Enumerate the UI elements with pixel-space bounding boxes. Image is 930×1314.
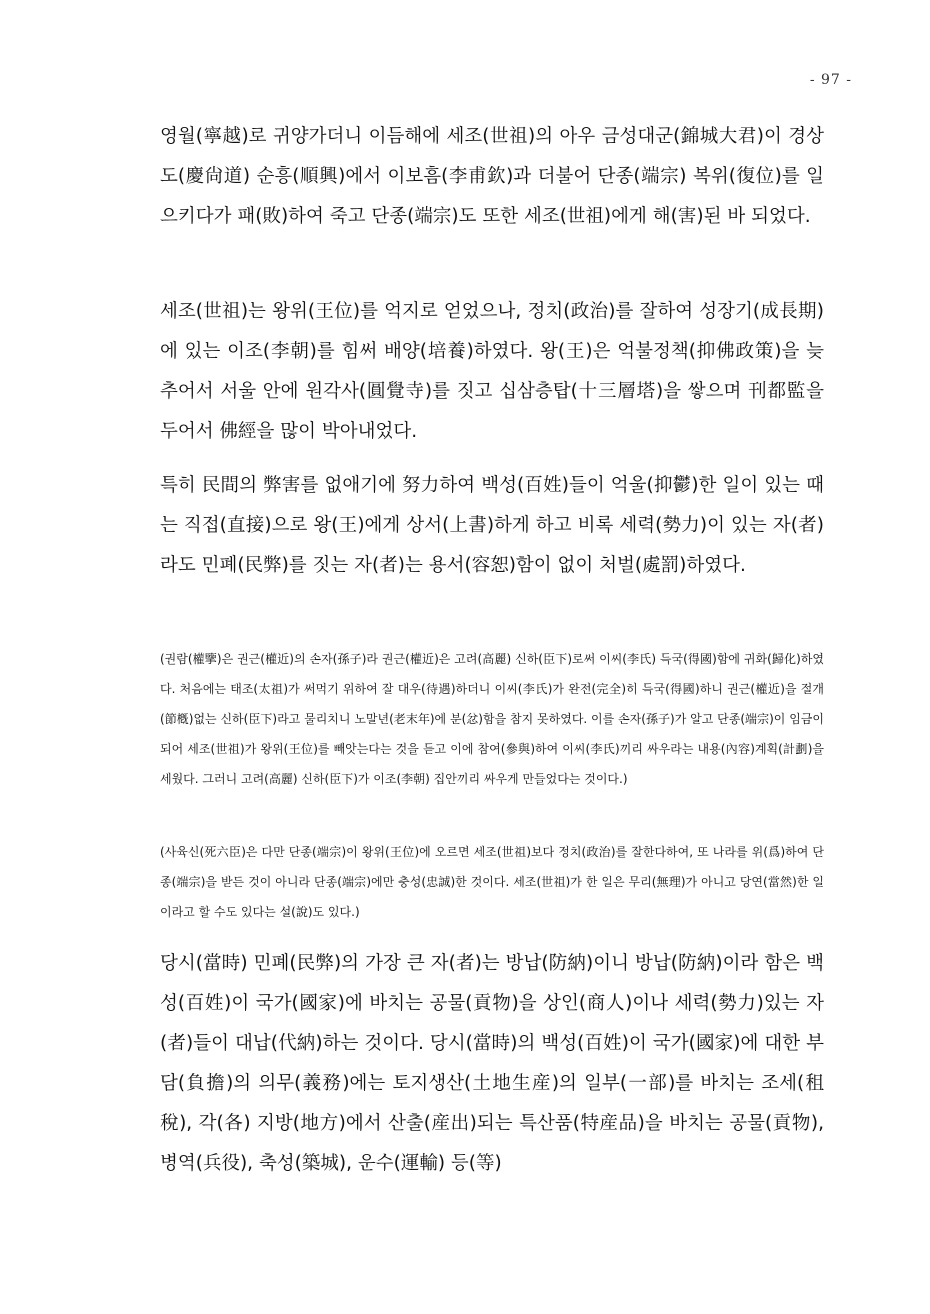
body-paragraph-3: 특히 民間의 弊害를 없애기에 努力하여 백성(百姓)들이 억울(抑鬱)한 일이 있는 때는 직접(直接)으로 왕(王)에게 상서(上書)하게 하고 비록 세력(勢力)이 있는 자(者)라도 민폐(民弊)를 짓는 자(者)는 용서(容恕)함이 없이 처벌(處罰)하였다. bbox=[160, 475, 824, 576]
body-paragraph-4: 당시(當時) 민폐(民弊)의 가장 큰 자(者)는 방납(防納)이니 방납(防納)이라 함은 백성(百姓)이 국가(國家)에 바치는 공물(貢物)을 상인(商人)이나 세력(勢力)있는 자(者)들이 대납(代納)하는 것이다. 당시(當時)의 백성(百姓)이 국가(國家)에 대한 부담(負擔)의 의무(義務)에는 토지생산(土地生産)의 일부(一部)를 바치는 조세(租稅), 각(各) 지방(地方)에서 산출(産出)되는 특산품(特産品)을 바치는 공물(貢物), 병역(兵役), 축성(築城), 운수(運輸) 등(等) bbox=[160, 953, 824, 1174]
body-paragraph-1: 영월(寧越)로 귀양가더니 이듬해에 세조(世祖)의 아우 금성대군(錦城大君)이 경상도(慶尙道) 순흥(順興)에서 이보흠(李甫欽)과 더불어 단종(端宗) 복위(復位)를 일으키다가 패(敗)하여 죽고 단종(端宗)도 또한 세조(世祖)에게 해(害)된 바 되었다. bbox=[160, 126, 824, 227]
page-number: - 97 - bbox=[809, 72, 852, 88]
note-paragraph-2: (사육신(死六臣)은 다만 단종(端宗)이 왕위(王位)에 오르면 세조(世祖)보다 정치(政治)를 잘한다하여, 또 나라를 위(爲)하여 단종(端宗)을 받든 것이 아니라 단종(端宗)에만 충성(忠誠)한 것이다. 세조(世祖)가 한 일은 무리(無理)가 아니고 당연(當然)한 일이라고 할 수도 있다는 설(說)도 있다.) bbox=[160, 845, 824, 919]
note-paragraph-1: (권람(權擥)은 권근(權近)의 손자(孫子)라 권근(權近)은 고려(高麗) 신하(臣下)로써 이씨(李氏) 득국(得國)함에 귀화(歸化)하였다. 처음에는 태조(太祖)가 써먹기 위하여 잘 대우(待遇)하더니 이씨(李氏)가 완전(完全)히 득국(得國)하니 권근(權近)을 절개(節槪)없는 신하(臣下)라고 물리치니 노말년(老末年)에 분(忿)함을 참지 못하였다. 이를 손자(孫子)가 알고 단종(端宗)이 임금이 되어 세조(世祖)가 왕위(王位)를 빼앗는다는 것을 듣고 이에 참여(參與)하여 이씨(李氏)끼리 싸우라는 내용(內容)계획(計劃)을 세웠다. 그러니 고려(高麗) 신하(臣下)가 이조(李朝) 집안끼리 싸우게 만들었다는 것이다.) bbox=[160, 652, 824, 786]
body-paragraph-2: 세조(世祖)는 왕위(王位)를 억지로 얻었으나, 정치(政治)를 잘하여 성장기(成長期)에 있는 이조(李朝)를 힘써 배양(培養)하였다. 왕(王)은 억불정책(抑佛政策)을 늦추어서 서울 안에 원각사(圓覺寺)를 짓고 십삼층탑(十三層塔)을 쌓으며 刊都監을 두어서 佛經을 많이 박아내었다. bbox=[160, 301, 824, 442]
